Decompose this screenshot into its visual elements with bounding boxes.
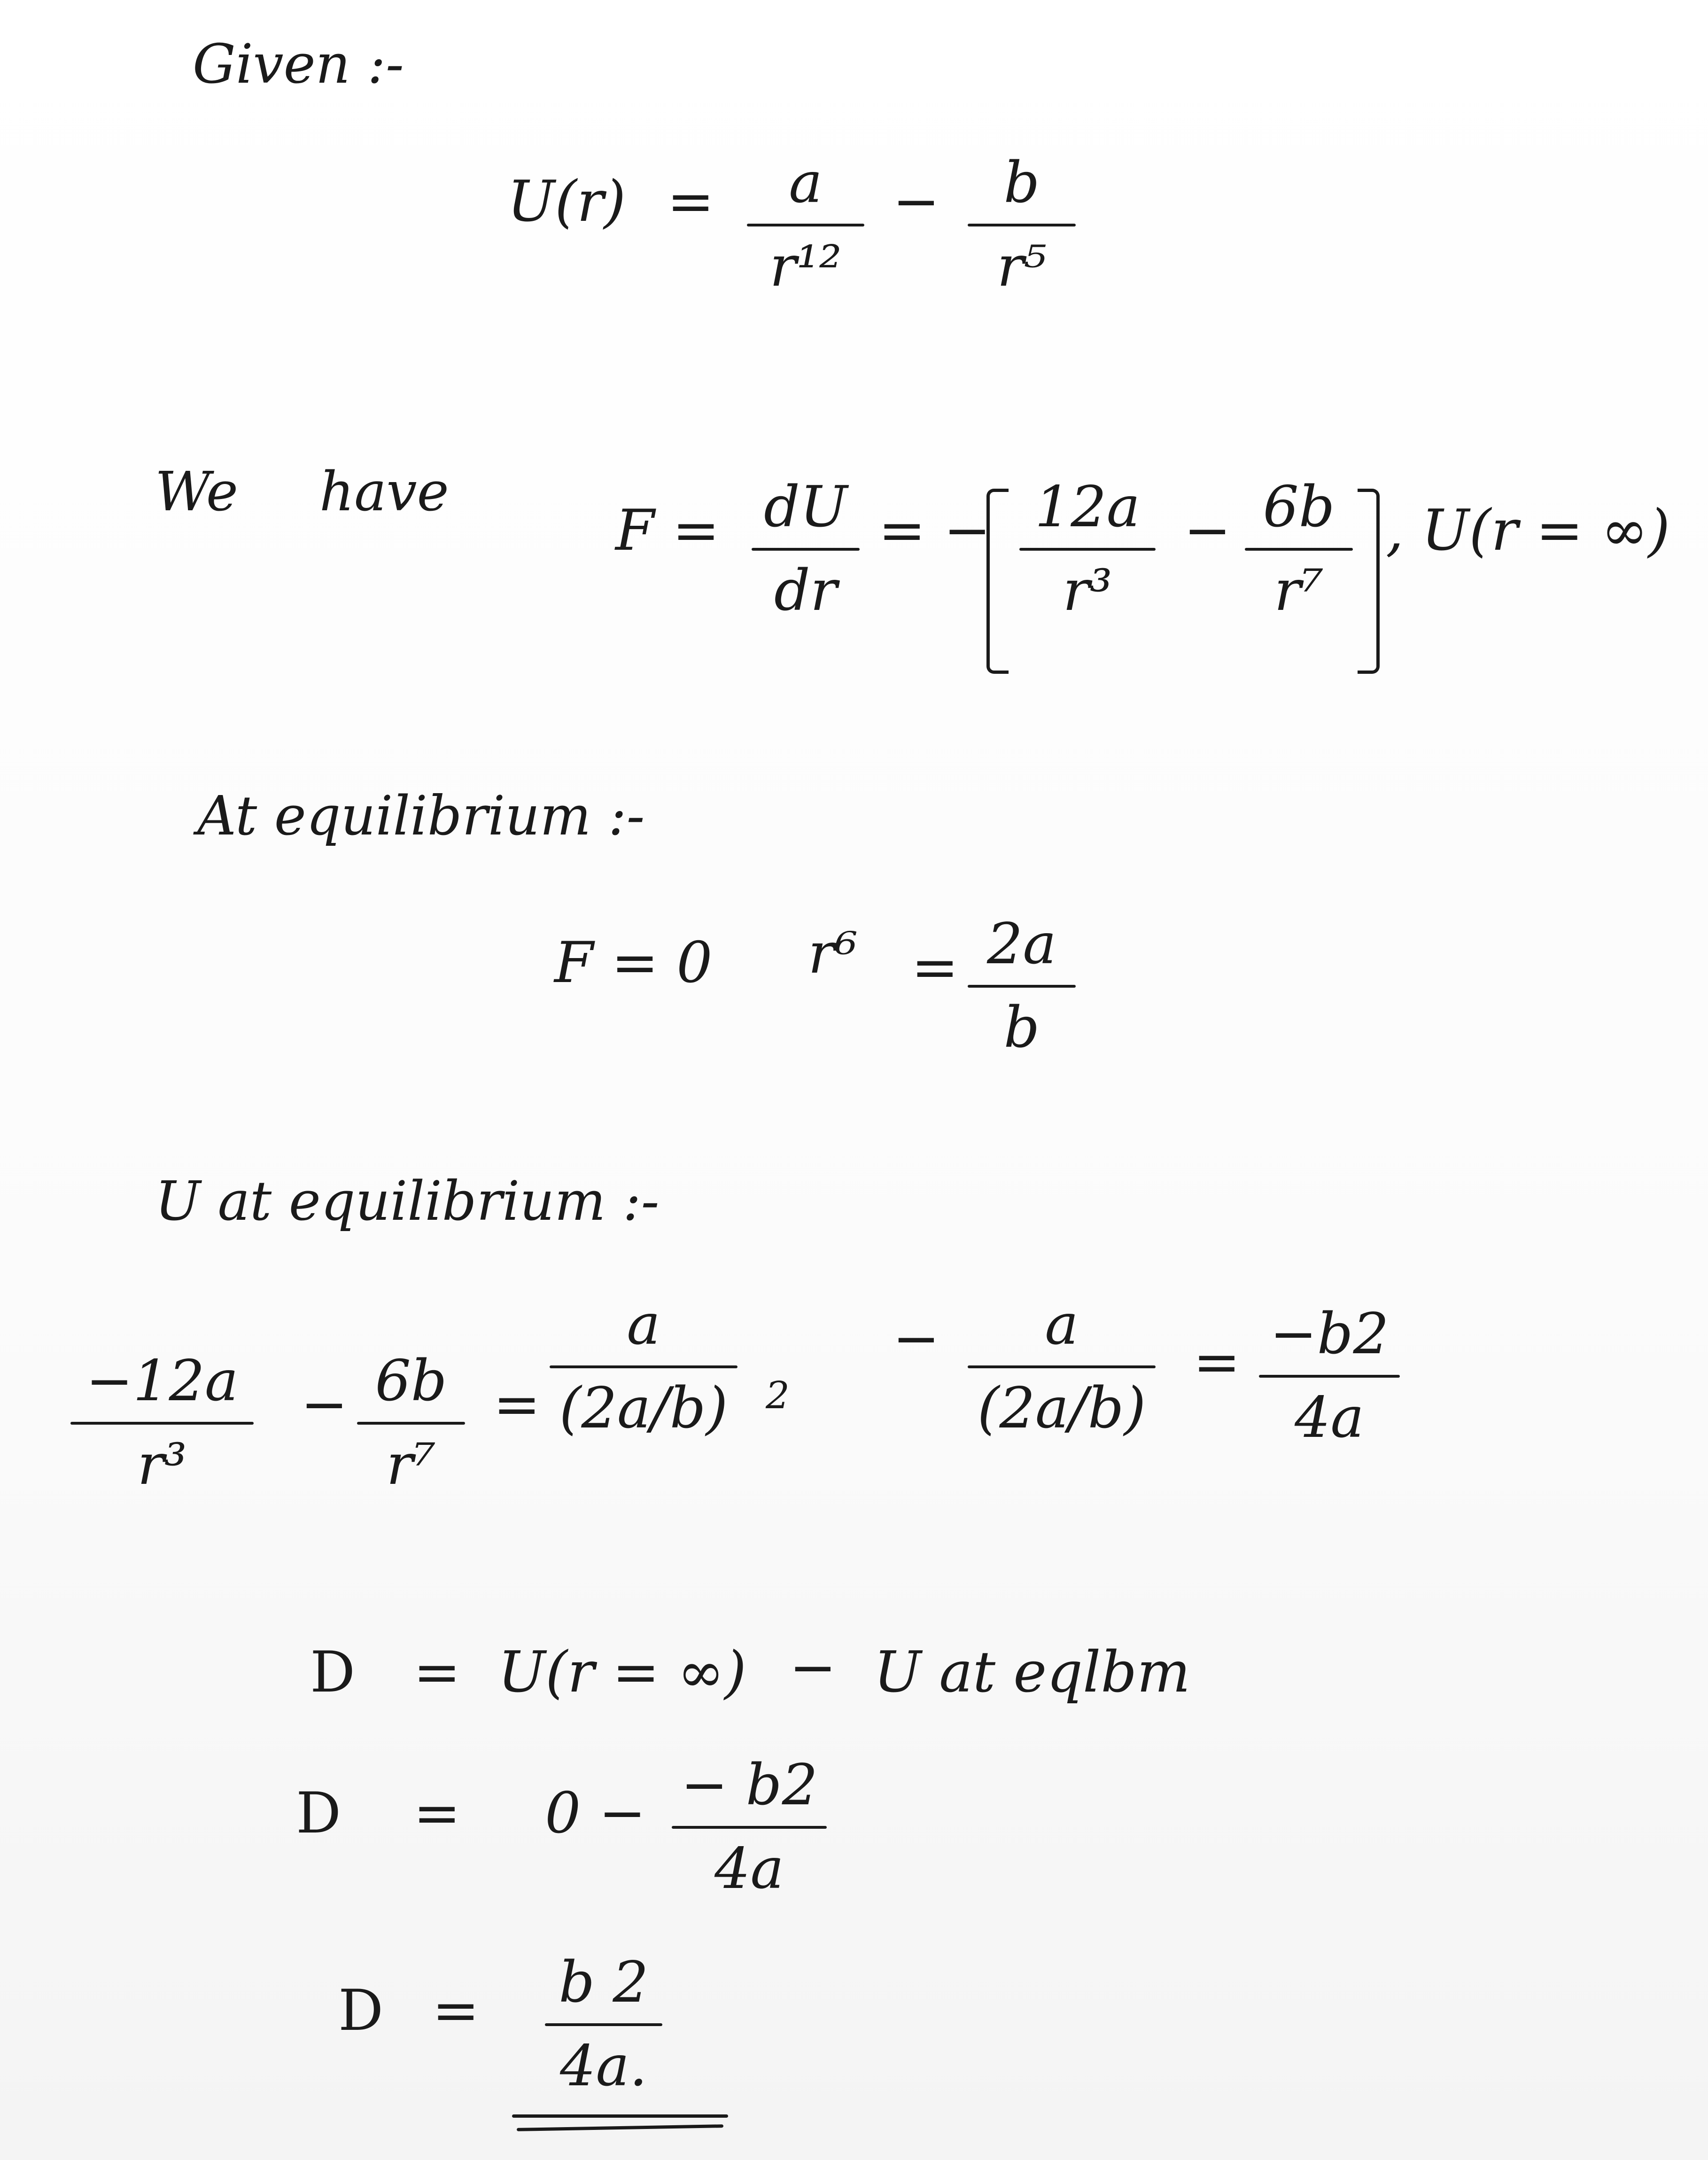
left-bracket (986, 489, 1009, 674)
r-sixth-den: b (1003, 995, 1040, 1061)
ueq-l1-num: −12a (85, 1349, 239, 1414)
force-term2-den: r⁷ (1274, 558, 1324, 624)
d-line3-num: b 2 (559, 1950, 649, 2015)
d-line2-eq: = (413, 1781, 461, 1846)
answer-underline-1 (512, 2114, 728, 2118)
ueq-eq2: = (1193, 1330, 1241, 1395)
ueq-r1-num: a (627, 1292, 660, 1357)
d-line1-term1: U(r = ∞) (498, 1640, 746, 1705)
ueq-minus2: − (893, 1306, 940, 1372)
ueq-r1-power: 2 (766, 1373, 790, 1417)
ueq-l2-num: 6b (375, 1349, 447, 1414)
force-term1-den: r³ (1063, 558, 1112, 624)
force-tail: , U(r = ∞) (1386, 498, 1670, 563)
ueq-right-term2 (968, 1292, 1156, 1441)
heading-equilibrium: At equilibrium :- (197, 785, 645, 848)
force-derivative (752, 475, 860, 624)
d-line2-num: − b2 (681, 1753, 818, 1818)
d-line1-eq: = (413, 1640, 461, 1705)
potential-term2 (968, 150, 1076, 299)
heading-u-equilibrium: U at equilibrium :- (155, 1170, 660, 1233)
right-bracket (1358, 489, 1380, 674)
potential-term1-num: a (789, 150, 823, 216)
potential-term1 (747, 150, 864, 299)
ueq-result (1259, 1302, 1400, 1450)
ueq-eq1: = (493, 1372, 541, 1437)
force-term1-num: 12a (1034, 475, 1141, 540)
answer-underline-2 (517, 2124, 723, 2131)
force-dr: dr (774, 558, 838, 624)
ueq-r1-den: (2a/b) (559, 1376, 728, 1441)
force-eq-minus: = − (878, 498, 991, 563)
potential-minus: − (893, 169, 940, 234)
r-sixth-value (968, 912, 1076, 1061)
force-term2 (1245, 475, 1353, 624)
ueq-res-den: 4a (1295, 1385, 1364, 1450)
ueq-res-num: −b2 (1270, 1302, 1389, 1367)
ueq-r2-num: a (1045, 1292, 1079, 1357)
ueq-left-term1 (70, 1349, 254, 1497)
d-line1-minus: − (789, 1635, 837, 1700)
d-line2-den: 4a (714, 1836, 784, 1902)
force-lhs: F = (615, 498, 720, 563)
potential-lhs: U(r) (507, 169, 626, 234)
d-line2-lhs: D (296, 1781, 342, 1846)
ueq-left-term2 (357, 1349, 465, 1497)
d-line1-lhs: D (310, 1640, 356, 1705)
ueq-minus1: − (301, 1372, 348, 1437)
heading-given: Given :- (193, 33, 404, 96)
have-word: have (319, 460, 449, 523)
force-du: dU (764, 475, 847, 540)
d-line3-den: 4a. (559, 2034, 648, 2099)
r-sixth: r⁶ (808, 921, 858, 986)
d-line3-eq: = (432, 1978, 480, 2043)
force-term1 (1019, 475, 1156, 624)
d-line2-fraction (672, 1753, 827, 1902)
r-sixth-eq: = (911, 935, 959, 1000)
potential-equals: = (667, 169, 714, 234)
potential-term1-den: r¹² (769, 234, 842, 299)
potential-term2-num: b (1003, 150, 1040, 216)
ueq-r2-den: (2a/b) (977, 1376, 1146, 1441)
we-word: We (155, 460, 238, 523)
force-minus: − (1184, 498, 1231, 563)
d-line3-lhs: D (338, 1978, 384, 2043)
d-line2-zero: 0 − (545, 1781, 646, 1846)
potential-term2-den: r⁵ (997, 234, 1047, 299)
ueq-l1-den: r³ (137, 1432, 187, 1497)
force-term2-num: 6b (1263, 475, 1335, 540)
f-equals-zero: F = 0 (554, 930, 713, 996)
ueq-l2-den: r⁷ (386, 1432, 436, 1497)
r-sixth-num: 2a (987, 912, 1056, 977)
d-line1-term2: U at eqlbm (874, 1640, 1191, 1705)
d-line3-fraction (545, 1950, 662, 2099)
ueq-right-term1 (550, 1292, 738, 1441)
